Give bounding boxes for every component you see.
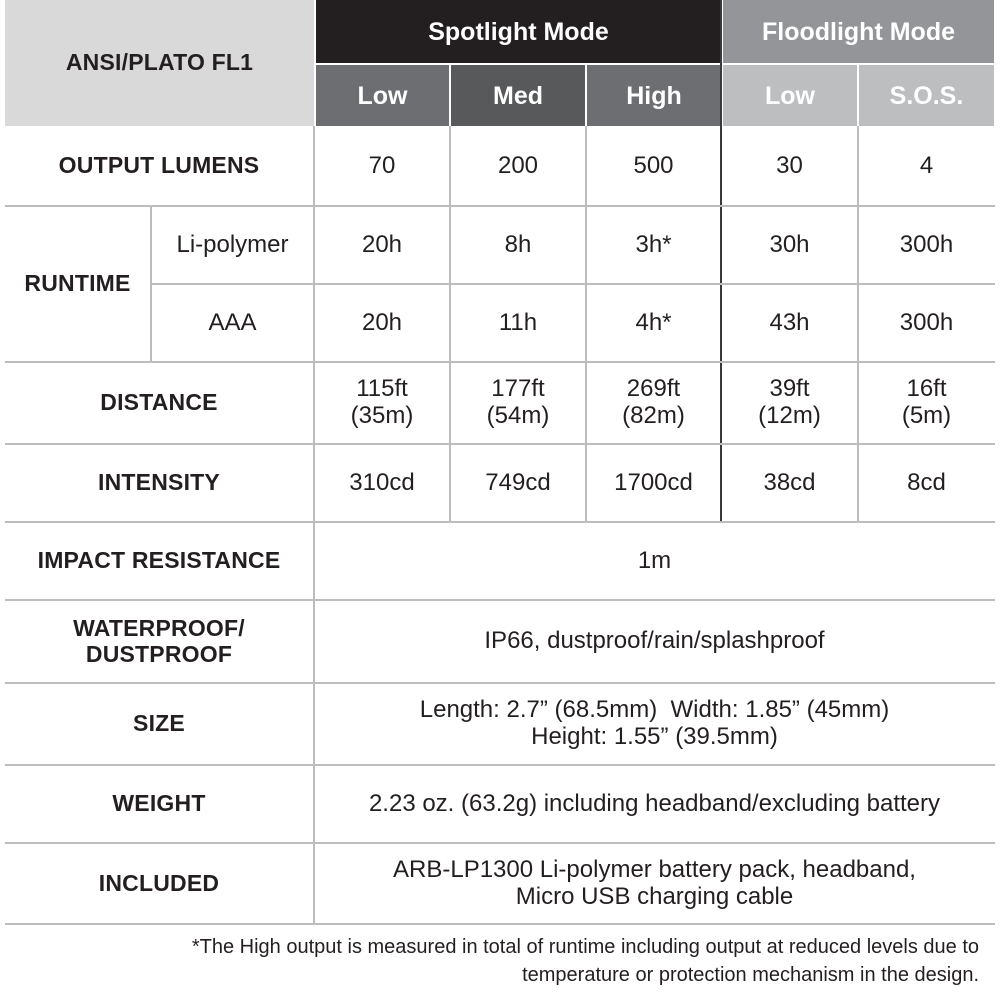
output-lumens-label: OUTPUT LUMENS bbox=[58, 152, 260, 179]
distance-m: (12m) bbox=[758, 402, 821, 429]
distance-m: (54m) bbox=[486, 402, 550, 429]
intensity-label: INTENSITY bbox=[98, 469, 220, 496]
distance-label: DISTANCE bbox=[100, 389, 218, 416]
footnote-line1: *The High output is measured in total of runtime including output at reduced levels due to bbox=[191, 936, 979, 958]
footnote bbox=[79, 933, 979, 989]
distance-ft: 16ft bbox=[906, 375, 947, 403]
size-value bbox=[315, 684, 994, 764]
intensity-med: 749cd bbox=[485, 468, 551, 496]
mode-med: Med bbox=[451, 65, 585, 126]
impact-resistance-value: 1m bbox=[637, 546, 672, 574]
intensity-low-flood: 38cd bbox=[763, 468, 816, 496]
runtime-label: RUNTIME bbox=[24, 270, 131, 297]
impact-resistance-label: IMPACT RESISTANCE bbox=[37, 547, 281, 574]
output-high: 500 bbox=[633, 151, 674, 179]
distance-ft: 269ft bbox=[626, 375, 681, 403]
included-line2: Micro USB charging cable bbox=[515, 882, 794, 910]
output-low-flood: 30 bbox=[776, 151, 803, 179]
waterproof-label bbox=[5, 601, 313, 682]
runtime-li-med: 8h bbox=[504, 230, 532, 258]
distance-ft: 115ft bbox=[356, 375, 408, 403]
size-line2: Height: 1.55” (39.5mm) bbox=[531, 723, 778, 750]
weight-label: WEIGHT bbox=[112, 790, 206, 817]
runtime-li-low-spot: 20h bbox=[361, 230, 403, 258]
output-sos: 4 bbox=[919, 151, 934, 179]
included-label: INCLUDED bbox=[98, 869, 220, 896]
output-med: 200 bbox=[497, 151, 539, 179]
runtime-aaa-label: AAA bbox=[208, 308, 257, 336]
distance-ft: 39ft bbox=[769, 375, 810, 403]
mode-low-spot: Low bbox=[316, 65, 449, 126]
distance-low-flood bbox=[722, 363, 857, 443]
runtime-aaa-med: 11h bbox=[498, 308, 538, 336]
footnote-line2: temperature or protection mechanism in the design. bbox=[522, 964, 979, 986]
corner-label: ANSI/PLATO FL1 bbox=[5, 0, 314, 126]
distance-ft: 177ft bbox=[491, 375, 545, 403]
mode-sos: S.O.S. bbox=[859, 65, 994, 126]
floodlight-mode-header: Floodlight Mode bbox=[723, 0, 994, 63]
runtime-li-high: 3h* bbox=[635, 230, 672, 258]
runtime-li-low-flood: 30h bbox=[769, 230, 810, 258]
distance-low-spot bbox=[315, 363, 449, 443]
intensity-low-spot: 310cd bbox=[349, 468, 415, 496]
included-line1: ARB-LP1300 Li-polymer battery pack, headband, bbox=[393, 855, 916, 883]
runtime-aaa-high: 4h* bbox=[635, 308, 672, 336]
size-line1: Length: 2.7” (68.5mm) Width: 1.85” (45mm) bbox=[419, 696, 890, 724]
included-value bbox=[315, 844, 994, 923]
runtime-aaa-low-flood: 43h bbox=[769, 308, 810, 336]
runtime-aaa-low-spot: 20h bbox=[361, 308, 403, 336]
spotlight-mode-header: Spotlight Mode bbox=[316, 0, 721, 63]
distance-m: (5m) bbox=[901, 402, 952, 429]
mode-high: High bbox=[587, 65, 721, 126]
distance-med bbox=[451, 363, 585, 443]
runtime-li-polymer-label: Li-polymer bbox=[176, 230, 289, 258]
intensity-sos: 8cd bbox=[907, 468, 946, 496]
mode-low-flood: Low bbox=[723, 65, 857, 126]
size-label: SIZE bbox=[133, 710, 185, 737]
distance-sos bbox=[859, 363, 994, 443]
runtime-li-sos: 300h bbox=[899, 230, 954, 258]
waterproof-label-line2: DUSTPROOF bbox=[85, 640, 233, 667]
waterproof-label-line1: WATERPROOF/ bbox=[73, 614, 245, 641]
distance-m: (35m) bbox=[350, 402, 414, 429]
intensity-high: 1700cd bbox=[614, 468, 693, 496]
weight-value: 2.23 oz. (63.2g) including headband/excluding battery bbox=[368, 789, 941, 817]
distance-high bbox=[587, 363, 720, 443]
distance-m: (82m) bbox=[622, 402, 685, 429]
waterproof-value: IP66, dustproof/rain/splashproof bbox=[484, 627, 825, 655]
runtime-aaa-sos: 300h bbox=[899, 308, 954, 336]
output-low-spot: 70 bbox=[368, 151, 396, 179]
